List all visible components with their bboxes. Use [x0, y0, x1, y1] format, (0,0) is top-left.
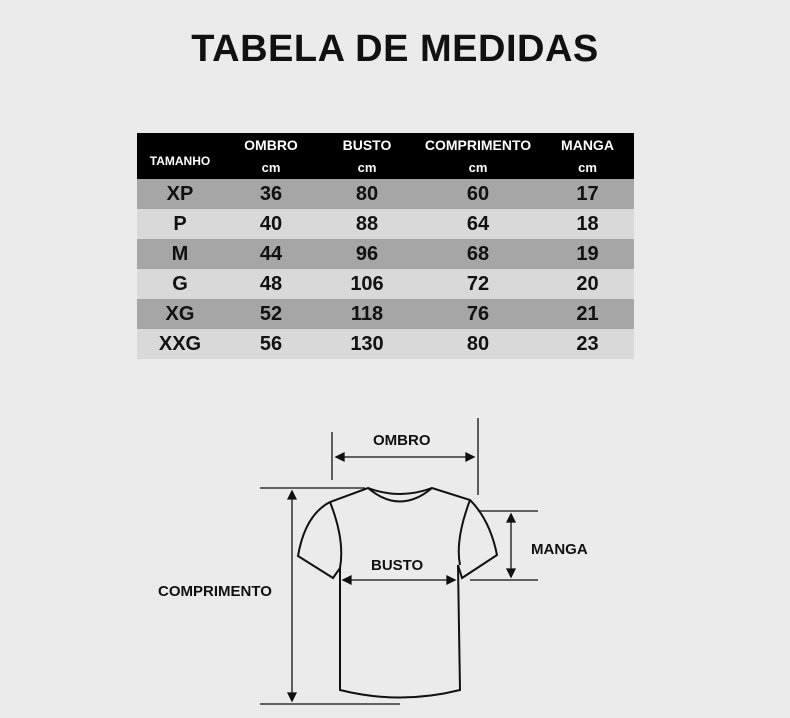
table-cell: 88 [319, 209, 415, 239]
table-cell: 76 [415, 299, 541, 329]
table-cell: 23 [541, 329, 634, 359]
unit: cm [223, 156, 319, 179]
unit: cm [319, 156, 415, 179]
tshirt-outline [298, 488, 497, 698]
table-cell: 96 [319, 239, 415, 269]
unit: cm [541, 156, 634, 179]
table-cell: XP [137, 179, 223, 209]
table-cell: 60 [415, 179, 541, 209]
table-cell: 21 [541, 299, 634, 329]
label-manga: MANGA [531, 541, 588, 558]
header-busto: BUSTO [319, 133, 415, 156]
table-cell: 118 [319, 299, 415, 329]
table-cell: 44 [223, 239, 319, 269]
table-cell: 36 [223, 179, 319, 209]
page-title: TABELA DE MEDIDAS [191, 28, 599, 70]
header-ombro: OMBRO [223, 133, 319, 156]
label-busto: BUSTO [371, 557, 424, 574]
table-cell: 68 [415, 239, 541, 269]
table-cell: 80 [319, 179, 415, 209]
header-tamanho: TAMANHO [137, 133, 223, 179]
label-comprimento: COMPRIMENTO [158, 583, 272, 600]
table-cell: 48 [223, 269, 319, 299]
table-cell: 19 [541, 239, 634, 269]
table-cell: XG [137, 299, 223, 329]
header-comprimento: COMPRIMENTO [415, 133, 541, 156]
table-cell: 72 [415, 269, 541, 299]
table-cell: P [137, 209, 223, 239]
table-cell: XXG [137, 329, 223, 359]
table-cell: 64 [415, 209, 541, 239]
header-manga: MANGA [541, 133, 634, 156]
label-ombro: OMBRO [373, 432, 431, 449]
table-cell: 17 [541, 179, 634, 209]
table-cell: 106 [319, 269, 415, 299]
table-cell: 130 [319, 329, 415, 359]
table-cell: G [137, 269, 223, 299]
table-cell: 20 [541, 269, 634, 299]
table-cell: 52 [223, 299, 319, 329]
table-cell: 18 [541, 209, 634, 239]
table-cell: M [137, 239, 223, 269]
unit: cm [415, 156, 541, 179]
table-cell: 56 [223, 329, 319, 359]
table-cell: 40 [223, 209, 319, 239]
table-cell: 80 [415, 329, 541, 359]
